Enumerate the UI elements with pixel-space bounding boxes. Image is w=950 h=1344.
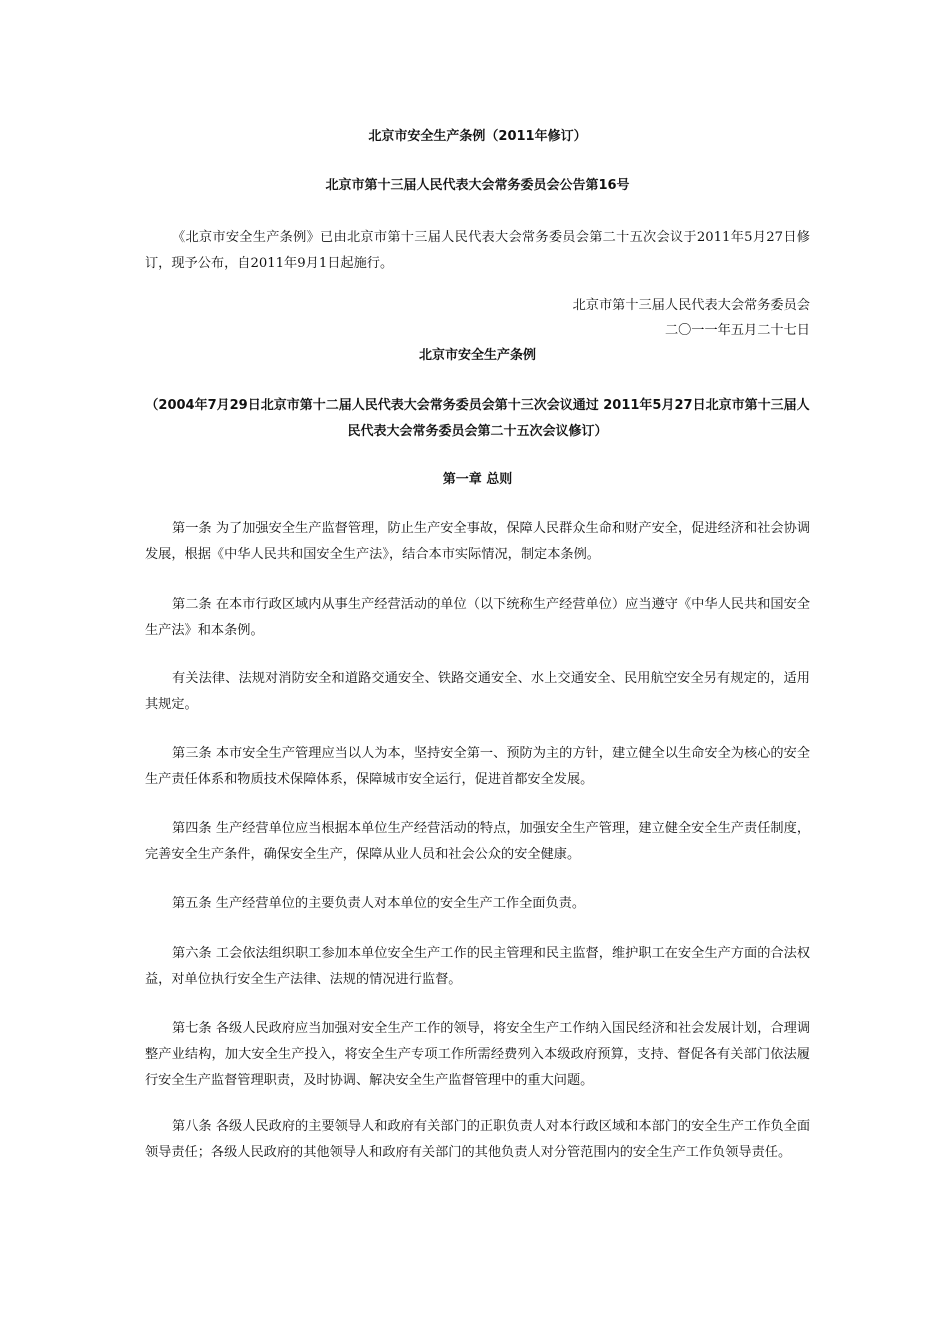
document-title: 北京市安全生产条例（2011年修订） — [368, 129, 587, 144]
article-7: 第七条 各级人民政府应当加强对安全生产工作的领导，将安全生产工作纳入国民经济和社会发展计划，合理调整产业结构，加大安全生产投入，将安全生产专项工作所需经费列入本级政府预算，支持、督促各有关部门依法履行安全生产监督管理职责，及时协调、解决安全生产监督管理中的重大问题。 — [145, 1021, 811, 1088]
article-2: 第二条 在本市行政区域内从事生产经营活动的单位（以下统称生产经营单位）应当遵守《中华人民共和国安全生产法》和本条例。 — [145, 597, 811, 638]
announcement-body: 《北京市安全生产条例》已由北京市第十三届人民代表大会常务委员会第二十五次会议于2011年5月27日修订，现予公布，自2011年9月1日起施行。 — [145, 230, 810, 271]
regulation-title: 北京市安全生产条例 — [418, 348, 536, 363]
issuer: 北京市第十三届人民代表大会常务委员会 — [572, 298, 810, 313]
chapter-title: 第一章 总则 — [442, 472, 513, 487]
article-8: 第八条 各级人民政府的主要领导人和政府有关部门的正职负责人对本行政区域和本部门的安全生产工作负全面领导责任；各级人民政府的其他领导人和政府有关部门的其他负责人对分管范围内的安全生产工作负领导责任。 — [145, 1119, 811, 1160]
issue-date: 二〇一一年五月二十七日 — [664, 323, 810, 338]
announcement-title: 北京市第十三届人民代表大会常务委员会公告第16号 — [325, 178, 630, 193]
article-2-clause: 有关法律、法规对消防安全和道路交通安全、铁路交通安全、水上交通安全、民用航空安全另有规定的，适用其规定。 — [145, 671, 810, 712]
article-6: 第六条 工会依法组织职工参加本单位安全生产工作的民主管理和民主监督，维护职工在安全生产方面的合法权益，对单位执行安全生产法律、法规的情况进行监督。 — [145, 946, 811, 987]
article-1: 第一条 为了加强安全生产监督管理，防止生产安全事故，保障人民群众生命和财产安全，促进经济和社会协调发展，根据《中华人民共和国安全生产法》，结合本市实际情况，制定本条例。 — [145, 521, 811, 562]
article-3: 第三条 本市安全生产管理应当以人为本，坚持安全第一、预防为主的方针，建立健全以生命安全为核心的安全生产责任体系和物质技术保障体系，保障城市安全运行，促进首都安全发展。 — [145, 746, 811, 787]
article-4: 第四条 生产经营单位应当根据本单位生产经营活动的特点，加强安全生产管理，建立健全安全生产责任制度，完善安全生产条件，确保安全生产，保障从业人员和社会公众的安全健康。 — [145, 821, 811, 862]
adoption-note: （2004年7月29日北京市第十二届人民代表大会常务委员会第十三次会议通过 2011年5月27日北京市第十三届人民代表大会常务委员会第二十五次会议修订） — [145, 398, 810, 439]
article-5: 第五条 生产经营单位的主要负责人对本单位的安全生产工作全面负责。 — [172, 896, 586, 911]
